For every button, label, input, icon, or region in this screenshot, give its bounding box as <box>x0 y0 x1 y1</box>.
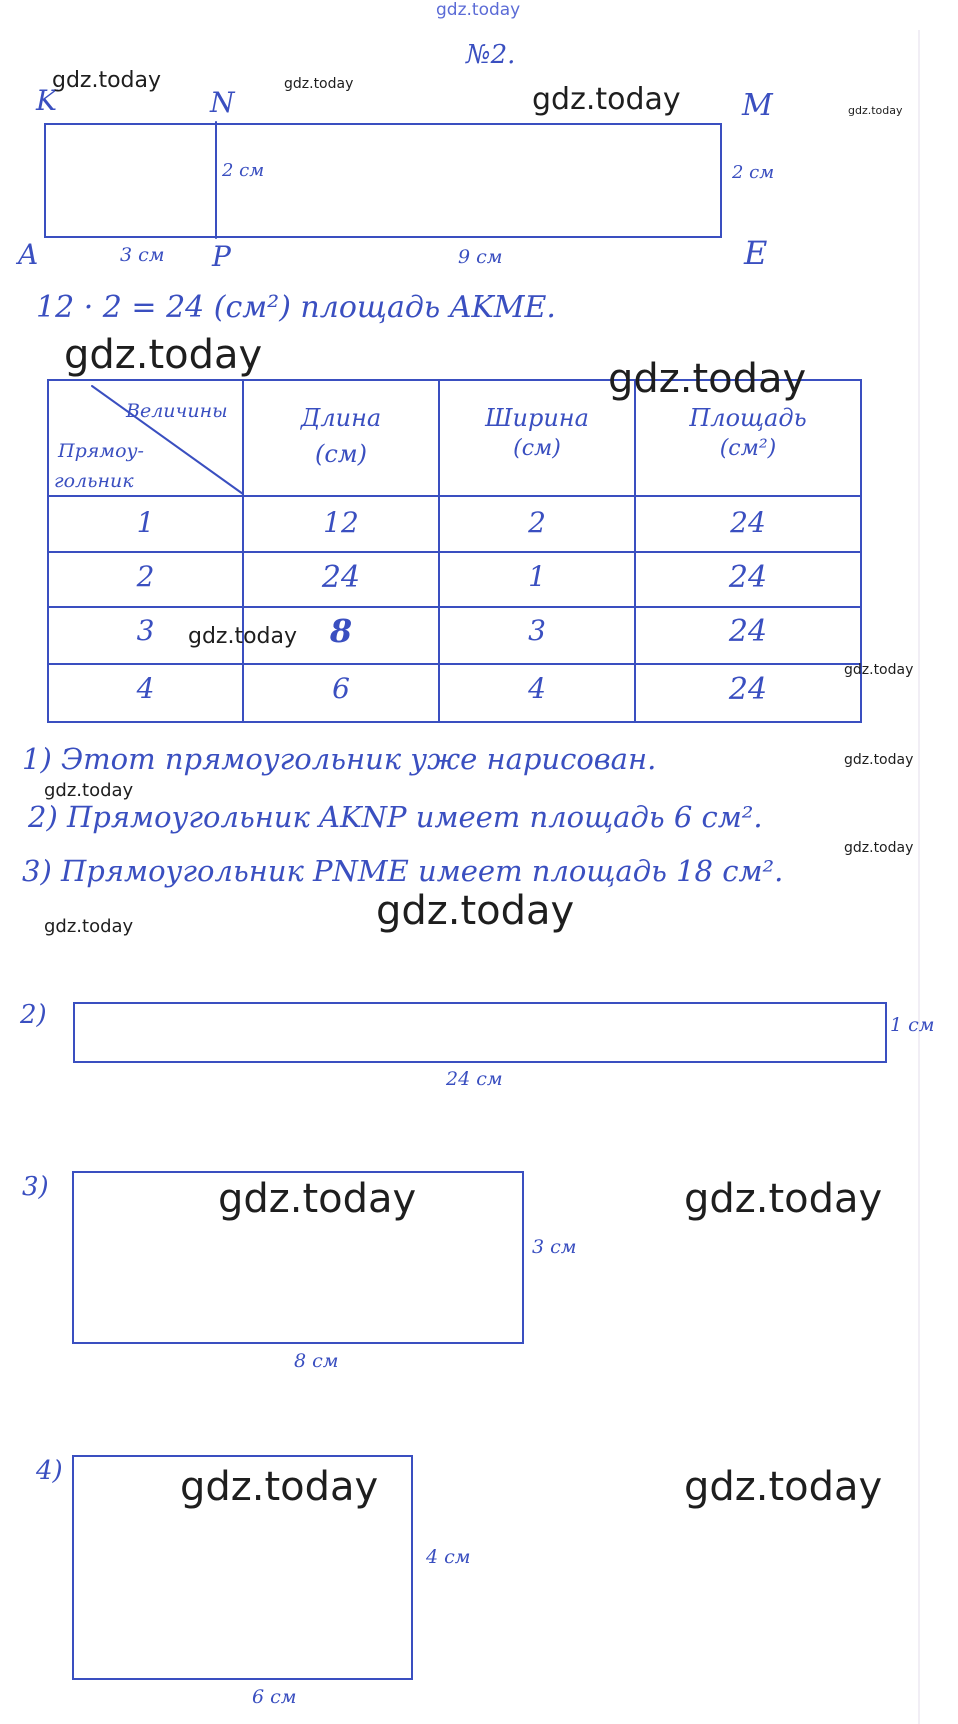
table-cell: 24 <box>728 560 768 595</box>
column-unit-area: (см²) <box>719 436 777 461</box>
watermark: gdz.today <box>180 1464 379 1510</box>
table-cell: 1 <box>136 506 155 539</box>
table-cell: 4 <box>528 672 546 705</box>
table-header-rect-2: гольник <box>54 470 134 492</box>
vertex-e: E <box>744 234 768 272</box>
table-cell: 6 <box>332 672 350 705</box>
label-np-height: 2 см <box>222 160 265 181</box>
column-unit-width: (см) <box>513 436 561 461</box>
vertex-a: A <box>18 238 39 271</box>
table-cell: 2 <box>136 560 155 593</box>
watermark: gdz.today <box>844 752 914 768</box>
table-cell: 4 <box>136 672 155 705</box>
table-cell: 24 <box>321 560 361 595</box>
watermark: gdz.today <box>44 780 134 801</box>
vertex-m: M <box>742 88 773 123</box>
table-cell: 24 <box>730 506 766 539</box>
answer-3: 3) Прямоугольник PNME имеет площадь 18 см². <box>22 854 784 888</box>
rect-4-width-label: 6 см <box>252 1686 297 1708</box>
watermark: gdz.today <box>684 1176 883 1222</box>
watermark: gdz.today <box>64 332 263 378</box>
label-me-height: 2 см <box>732 162 775 183</box>
column-header-area: Площадь <box>689 404 807 432</box>
vertex-k: K <box>36 84 57 117</box>
answer-2: 2) Прямоугольник AKNP имеет площадь 6 см². <box>28 800 763 834</box>
watermark: gdz.today <box>684 1464 883 1510</box>
watermark: gdz.today <box>218 1176 417 1222</box>
watermark: gdz.today <box>188 624 298 649</box>
watermark: gdz.today <box>844 840 914 856</box>
header-watermark: gdz.today <box>436 0 521 20</box>
watermark: gdz.today <box>44 916 134 937</box>
vertex-n: N <box>210 86 235 119</box>
vertex-p: P <box>212 240 231 273</box>
table-cell: 12 <box>323 506 359 539</box>
problem-number: №2. <box>466 40 516 70</box>
rect-3-width-label: 8 см <box>294 1350 339 1372</box>
table-cell: 3 <box>136 614 155 647</box>
table-cell: 2 <box>528 506 546 539</box>
table-header-rect-1: Прямоу- <box>58 440 144 462</box>
table-cell: 1 <box>528 560 546 593</box>
watermark: gdz.today <box>52 68 162 93</box>
column-header-length: Длина <box>300 404 382 432</box>
rect-2-width-label: 24 см <box>446 1068 503 1090</box>
rect-4-height-label: 4 см <box>426 1546 471 1568</box>
column-unit-length: (см) <box>314 440 368 468</box>
rect-akme <box>45 124 721 237</box>
table-cell: 8 <box>329 612 353 650</box>
rect-3-number: 3) <box>22 1172 49 1202</box>
watermark: gdz.today <box>848 104 903 117</box>
area-formula: 12 · 2 = 24 (см²) площадь AKME. <box>36 290 556 325</box>
rect-4-number: 4) <box>36 1456 63 1486</box>
watermark: gdz.today <box>284 76 354 92</box>
label-ap-length: 3 см <box>120 244 165 266</box>
rect-3-height-label: 3 см <box>532 1236 577 1258</box>
table-cell: 24 <box>728 672 768 707</box>
rect-2-number: 2) <box>20 1000 47 1030</box>
table-cell: 3 <box>528 614 546 647</box>
table-cell: 24 <box>728 614 768 649</box>
label-pe-length: 9 см <box>458 246 503 268</box>
watermark: gdz.today <box>376 888 575 934</box>
column-header-width: Ширина <box>485 404 589 432</box>
watermark: gdz.today <box>532 82 681 117</box>
watermark: gdz.today <box>608 356 807 402</box>
watermark: gdz.today <box>844 662 914 678</box>
rect-2 <box>74 1003 886 1062</box>
table-header-quantities: Величины <box>126 400 228 422</box>
answer-1: 1) Этот прямоугольник уже нарисован. <box>22 742 657 776</box>
rect-2-height-label: 1 см <box>890 1014 935 1036</box>
